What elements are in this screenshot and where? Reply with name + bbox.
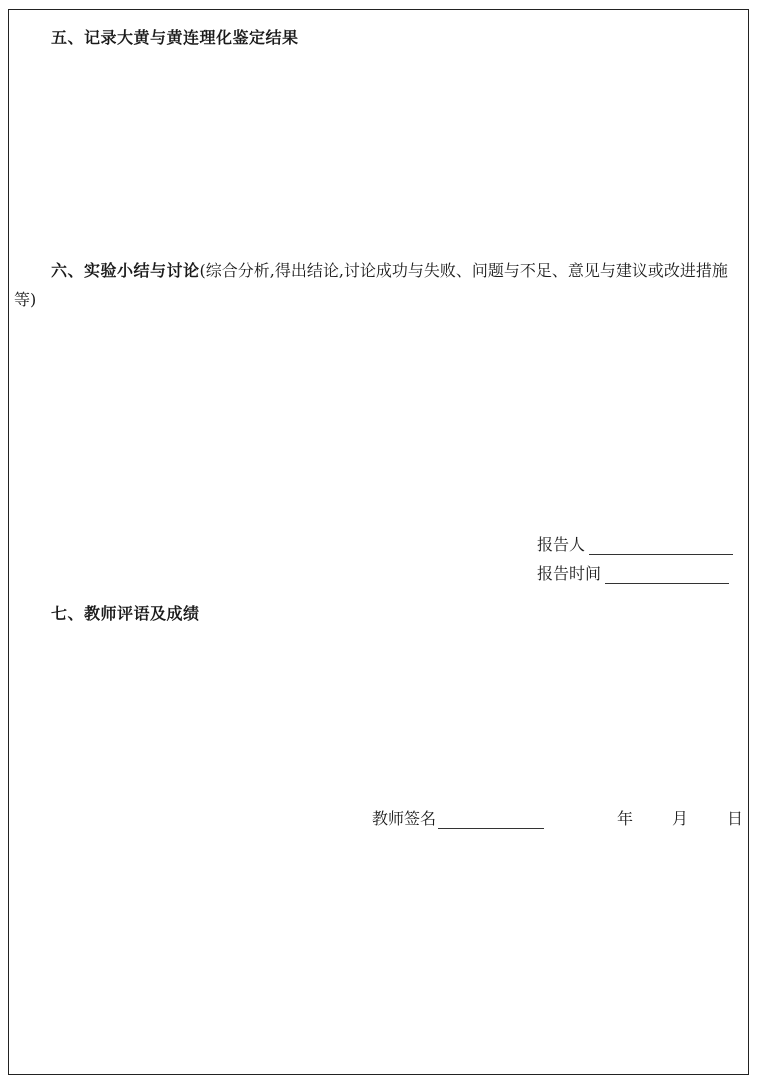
- reporter-row: [537, 532, 733, 555]
- day-label: 日: [727, 809, 744, 828]
- year-label: 年: [617, 809, 634, 828]
- section-six-heading: 六、实验小结与讨论: [51, 261, 200, 280]
- teacher-sign-label: 教师签名: [372, 809, 437, 828]
- section-six: [14, 256, 744, 314]
- month-label: 月: [672, 809, 689, 828]
- reporter-field[interactable]: [589, 536, 733, 555]
- section-seven-heading: 七、教师评语及成绩: [51, 604, 200, 623]
- report-time-row: [537, 561, 729, 584]
- report-time-label: 报告时间: [537, 564, 602, 583]
- report-time-field[interactable]: [605, 565, 729, 584]
- section-five-heading: 五、记录大黄与黄连理化鉴定结果: [51, 28, 299, 47]
- reporter-label: 报告人: [537, 535, 586, 554]
- teacher-sign-field[interactable]: [438, 810, 544, 829]
- teacher-sign-row: [372, 806, 544, 829]
- section-six-note: (综合分析,得出结论,讨论成功与失败、问题与不足、意见与建议或改进措施等): [14, 261, 728, 309]
